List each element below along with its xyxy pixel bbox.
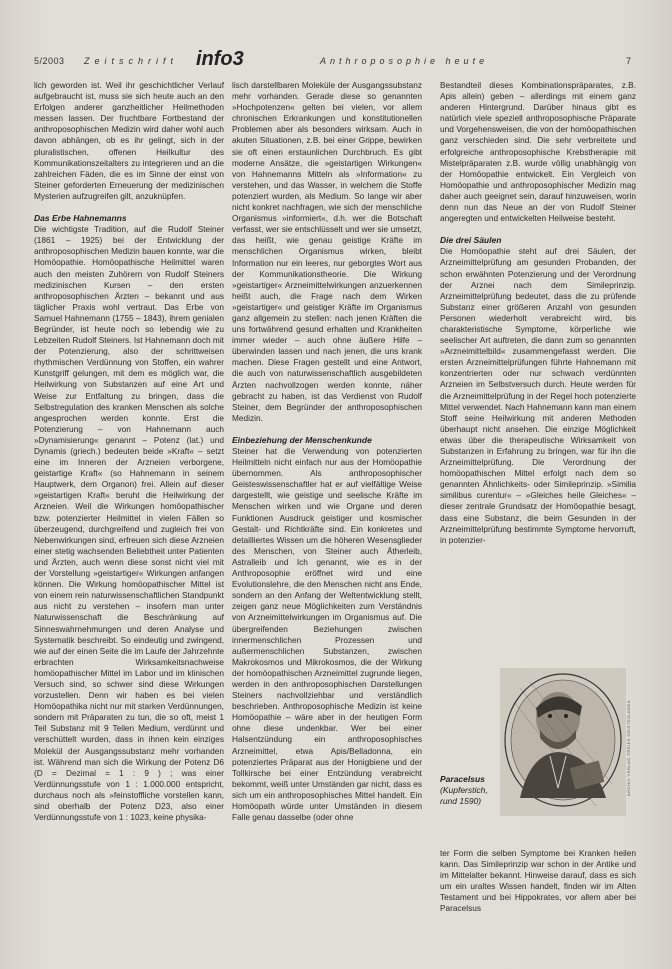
paragraph: Die Homöopathie steht auf drei Säulen, der Arzneimittelprüfung am gesunden Probanden, der schon erwähnten Potenzierung und der Verordnung der Arznei nach dem Simileprinzip. Arzneimittelprüfung bedeutet, dass die zu prüfende Substanz einer größeren Anzahl von gesunden Personen wiederholt verabreicht wird, bis charakteristische Symptome, körperliche wie seelischer Art auftreten, die dann zum so genannten »Arzneimittelbild« zusammengefasst werden. Die ersten Arzneimittelprüfungen führte Hahnemann mit konzentrierten oder nur schwach verdünnten Arzneien im Selbstversuch durch. Heute werden für die Arzneimittelprüfung in der Regel hoch potenzierte Mittel verwendet. Nach Hahnemann kann man einem Stoff seine Heilwirkung mit anderen Methoden überhaupt nicht ansehen. Die einzige Möglichkeit etwas über die therapeutische Wirksamkeit von Substanzen in Erfahrung zu bringen, war für ihn die Arzneimittelprüfung. Die Verordnung der homöopathischen Mittel erfolgt nach dem so genannten Ähnlichkeits- oder Simileprinzip. »Similia similibus curentur« – »Gleiches heile Gleiches« – dieser zentrale Grundsatz der Homöopathie besagt, dass eine Substanz, die beim Gesunden in der Arzneimittelprüfung bestimmte Symptome hervorruft, in potenzier- xyxy=(440,246,636,545)
subheading-menschenkunde: Einbeziehung der Menschenkunde xyxy=(232,434,372,445)
paragraph: Steiner hat die Verwendung von potenzierten Heilmitteln nicht einfach nur aus der Homöopathie übernommen. Als anthroposophischer Geisteswissenschaftler hat er auf vielfältige Weise dargestellt, wie geistige und seelische Kräfte im Menschen wirken und wie Organe und deren Funktionen Ausdruck geistiger und kosmischer Gestalt- und Richtkräfte sind. Ein konkretes und detailliertes Wissen um die höheren Wesensglieder des Menschen, von Steiner auch Ätherleib, Astralleib und Ich genannt, wie es in der Anthroposophie eröffnet wird und eine Evolutionslehre, die den Menschen nicht ans Ende, sondern an den Anfang der Weltentwicklung stellt, zeigen ganz neue Möglichkeiten zum Verständnis von Arzneimittelwirkungen im Organismus auf. Die übergreifenden Beziehungen zwischen innermenschlichen Prozessen und außermenschlichen Substanzen, zwischen Makrokosmos und Mikrokosmos, die der Wirkung der homöopathischen Arzneimittel zugrunde liegen, werden in den anthroposophischen Darstellungen Steiners nachvollziehbar und verständlich beschrieben. Anthroposophische Medizin ist keine Homöopathie – wäre aber in der heutigen Form ohne diese undenkbar. Wer bei einer Halsentzündung ein anthroposophisches Arzneimittel, etwa Apis/Belladonna, ein potenziertes Präparat aus der Honigbiene und der Tollkirsche bei einer Entzündung verabreicht bekommt, weiß unter Umständen gar nicht, dass es sich um ein anthroposophisches Mittel handelt. Ein Homöopath würde unter Umständen in diesem Falle genau dasselbe (oder ohne xyxy=(232,446,422,823)
paracelsus-engraving xyxy=(500,668,638,816)
subheading-erbe-hahnemanns: Das Erbe Hahnemanns xyxy=(34,213,127,224)
photo-credit: ARCHIV VERLAG FREIES GEISTESLEBEN xyxy=(626,700,631,797)
paragraph: ter Form die selben Symptome bei Kranken heilen kann. Das Simileprinzip war schon in der Antike und im Mittelalter bekannt. Hinweise darauf, dass es sich um ein uraltes Wissen handelt, finden wir im Alten Testament und bei Hippokrates, vor allem aber bei Paracelsus xyxy=(440,848,636,914)
paragraph: lisch darstellbaren Moleküle der Ausgangssubstanz mehr vorhanden. Gerade diese so genannten »Hochpotenzen« gelten bei vielen, vor allem chronischen Erkrankungen und konstitutionellen Problemen aber als besonders wirksam. Auch in akuten Situationen, z.B. bei einer Grippe, bewirken sie oft einen erstaunlichen Durchbruch. Es gibt moderne Ansätze, die »geistartigen Wirkungen« von Hahnemanns Mitteln als »Information« zu verstehen, und das Wasser, in welchem die Stoffe potenziert wurden, als Medium. So lange wir aber nicht konkret nachfragen, wie sich der menschliche Organismus »informiert«, d.h. wer die Botschaft verfasst, wer sie entschlüsselt und wer sie umsetzt, das heißt, wie genau geistige Kräfte im menschlichen Organismus wirken, bleibt Information nur ein leeres, nur geborgtes Wort aus der Kommunikationstheorie. Die Wirkung »geistartiger« Arzneimittelwirkungen anzuerkennen heißt auch, die Frage nach dem Wirken »geistartiger« und geistiger Kräfte im Organismus ganz allgemein zu stellen: nach jenen Kräften die uns fortwährend gesund erhalten und Krankheiten immer wieder – auch ohne äußere Hilfe – überwinden lassen und nach jenen, die uns krank machen. Diese Fragen gestellt und eine Antwort, die auch von naturwissenschaftlich ausgebildeten Ärzten nachvollzogen werden konnte, näher gebracht zu haben, ist das Verdienst von Rudolf Steiner, dem Begründer der anthroposophischen Medizin. xyxy=(232,80,422,423)
caption-name: Paracelsus xyxy=(440,774,485,784)
text-column-1 xyxy=(34,80,224,823)
paragraph: Die wichtigste Tradition, auf die Rudolf Steiner (1861 – 1925) bei der Entwicklung der anthroposophischen Medizin bauen konnte, war die Homöopathie. Homöopathische Heilmittel waren auch den meisten Zuhörern von Rudolf Steiners medizinischen Kursen – den ersten anthroposophischen Ärzten – bekannt und aus täglicher Praxis wohl vertraut. Das Erbe von Samuel Hahnemann (1755 – 1843), ihrem genialen Begründer, ist heute noch so lebendig wie zu Lebzeiten Rudolf Steiners. Ist Hahnemann doch mit der Potenzierung, also der schrittweisen rhythmischen Verdünnung von Stoffen, ein wahrer Kunstgriff gelungen, mit dem es möglich war, die Heilwirkung von Substanzen auf eine Art und Weise zur Entfaltung zu bringen, dass die Selbstregulation des kranken Menschen als solche angesprochen werden konnte. Erst die Potenzierung – von Hahnemann auch »Dynamisierung« genannt – Potenz (lat.) und Dynamis (griech.) bedeuten beide »Kraft« – setzt eine im Inneren der Arzneien verborgene, geistartige Kraft« (so Hahnemann in seinem Hauptwerk, dem Organon) frei. Allein auf dieser »geistartigen Kraft« beruht die Heilwirkung der Arzneien. Weil die Wirkungen homöopathischer bzw. potenzierter Heilmittel in vielen Fällen so überzeugend, durchgreifend und zugleich frei von Nebenwirkungen sind, erfreuen sich diese Arzneien einer stetig wachsenden Beliebtheit unter Patienten und Ärzten, auch wenn diese sonst nicht viel mit der Vorstellung »geistartiger« Wirkungen anfangen können. Die Wirkung homöopathischer Mittel ist von einem rein naturwissenschaftlichen Standpunkt aus nicht zu verstehen – insofern man unter Naturwissenschaft die Beschränkung auf Sinneswahrnehmungen und deren Analyse und Systematik beschreibt. So eindeutig und zwingend, wie auf der einen Seite die im Laufe der Jahrzehnte erbrachten Wirksamkeitsnachweise homöopathischer Mittel im Labor und im klinischen Versuch sind, so schwer sind diese Wirkungen vorzustellen. Denn wir haben es bei vielen Homöopathika nicht nur mit starken Verdünnungen, sondern mit Präparaten zu tun, die so oft, meist 1 Teil Substanz mit 9 Teilen Medium, verdünnt und verschüttelt wurden, dass in ihnen kein einziges Molekül der Ausgangssubstanz mehr vorhanden ist. Während man sich die Wirkung der Potenz D6 (D = Dezimal = 1 : 9 ) ; was einer Verdünnungsstufe von 1 : 1.000.000 entspricht, durchaus noch als »feinstoffliche vorstellen kann, sind oberhalb der Potenz D23, also einer Verdünnungsstufe von 1 : 1023, keine physika- xyxy=(34,224,224,823)
page-number: 7 xyxy=(626,56,634,66)
paragraph: Bestandteil dieses Kombinationspräparates, z.B. Apis allein) geben – allerdings mit einem ganz anderen Hintergrund. Darüber hinaus gibt es natürlich viele speziell anthroposophische Präparate und Vorgehensweisen, die von der homöopathischen ganz verschieden sind. Die sehr verbreitete und erfolgreiche anthroposophische Krebstherapie mit Mistelpräparaten z.B. wurde völlig unabhängig von der Homöopathie entwickelt. Ein Vergleich von Homöopathie und anthroposophischer Medizin mag daher auch geeignet sein, darauf hinzuweisen, worin denn nun das Neue an der von Rudolf Steiner angeregten und entwickelten Heilweise besteht. xyxy=(440,80,636,224)
page-header xyxy=(0,48,672,70)
text-column-2 xyxy=(232,80,422,823)
magazine-label: Zeitschrift xyxy=(84,56,179,66)
figure-caption xyxy=(440,774,500,807)
magazine-logo: info3 xyxy=(196,48,244,70)
text-column-3 xyxy=(440,80,636,546)
portrait-image xyxy=(500,668,626,816)
section-title: Anthroposophie heute xyxy=(320,56,489,66)
text-column-3-continued xyxy=(440,848,636,915)
paragraph: lich geworden ist. Weil ihr geschichtlicher Verlauf aufgebraucht ist, muss sie sich heute auch an den Erfolgen anderer ganzheitlicher Heilmethoden messen lassen. Der fruchtbare Fortbestand der anthroposophischen Medizin wird daher wohl auch davon abhängen, ob es ihr gelingt, sich in der pluralistischen, offenen Heilkultur des Kommunikationszeitalters zu integrieren und an die zahlreichen Fäden, die es im Sinne der einst von Steiner geforderten Erneuerung der medizinischen Mysterien aufzugreifen gilt, anzuknüpfen. xyxy=(34,80,224,201)
caption-detail: (Kupferstich, rund 1590) xyxy=(440,785,488,806)
subheading-drei-saeulen: Die drei Säulen xyxy=(440,235,502,246)
issue-number: 5/2003 xyxy=(34,56,65,66)
